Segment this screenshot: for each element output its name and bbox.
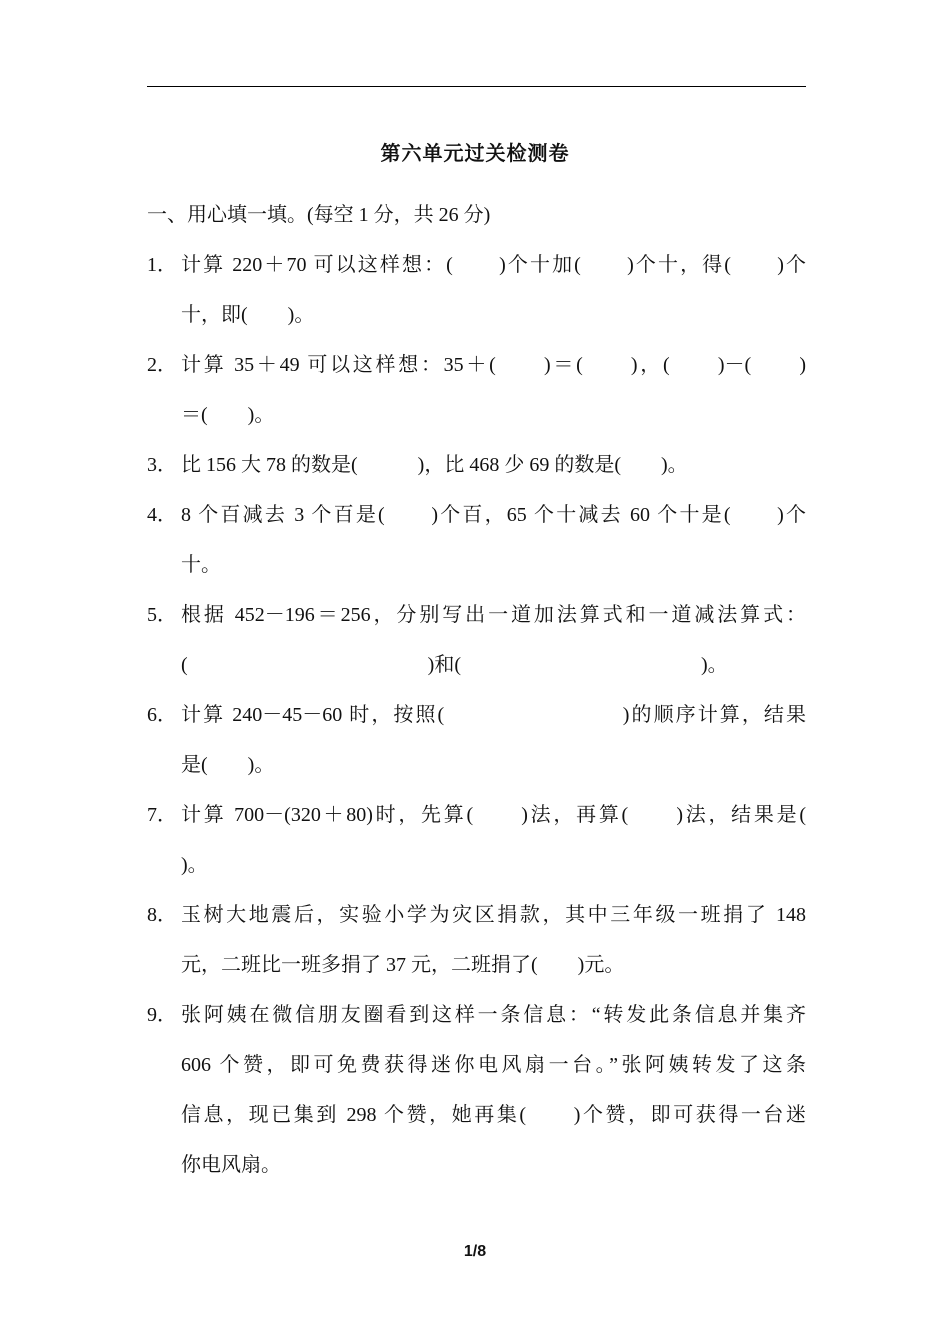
question-text-line: 比 156 大 78 的数是( )，比 468 少 69 的数是( )。 [181,454,688,476]
question-number: 9． [147,1004,177,1026]
question-text-line: 计算 35＋49 可以这样想：35＋( )＝( )，( )－( ) [181,354,806,376]
question-text-line: 606 个赞，即可免费获得迷你电风扇一台。”张阿姨转发了这条 [181,1054,806,1076]
question-text-line: )。 [181,854,208,876]
question-text-line: 元，二班比一班多捐了 37 元，二班捐了( )元。 [181,954,625,976]
question-text-line: 8 个百减去 3 个百是( )个百，65 个十减去 60 个十是( )个 [181,504,806,526]
section-heading: 一、用心填一填。(每空 1 分，共 26 分) [147,204,491,226]
question-number: 7． [147,804,177,826]
question-text-line: 计算 700－(320＋80)时，先算( )法，再算( )法，结果是( [181,804,806,826]
question-text-line: 张阿姨在微信朋友圈看到这样一条信息：“转发此条信息并集齐 [181,1004,806,1026]
question-number: 5． [147,604,177,626]
question-number: 8． [147,904,177,926]
question-number: 1． [147,254,177,276]
header-rule [147,86,806,87]
question-text-line: 玉树大地震后，实验小学为灾区捐款，其中三年级一班捐了 148 [181,904,806,926]
page-number: 1/8 [463,1243,487,1260]
question-text-line: 信息，现已集到 298 个赞，她再集( )个赞，即可获得一台迷 [181,1104,806,1126]
page-title: 第六单元过关检测卷 [380,143,570,165]
question-text-line: 计算 240－45－60 时，按照( )的顺序计算，结果 [181,704,806,726]
question-number: 6． [147,704,177,726]
question-text-line: 是( )。 [181,754,275,776]
question-text-line: 你电风扇。 [181,1154,281,1176]
question-text-line: 计算 220＋70 可以这样想：( )个十加( )个十，得( )个 [181,254,806,276]
question-number: 2． [147,354,177,376]
question-text-line: 十。 [181,554,221,576]
question-text-line: 根据 452－196＝256，分别写出一道加法算式和一道减法算式： [181,604,806,626]
question-number: 3． [147,454,177,476]
question-text-line: ＝( )。 [181,404,275,426]
question-text-line: ( )和( )。 [181,654,728,676]
question-number: 4． [147,504,177,526]
question-text-line: 十，即( )。 [181,304,315,326]
